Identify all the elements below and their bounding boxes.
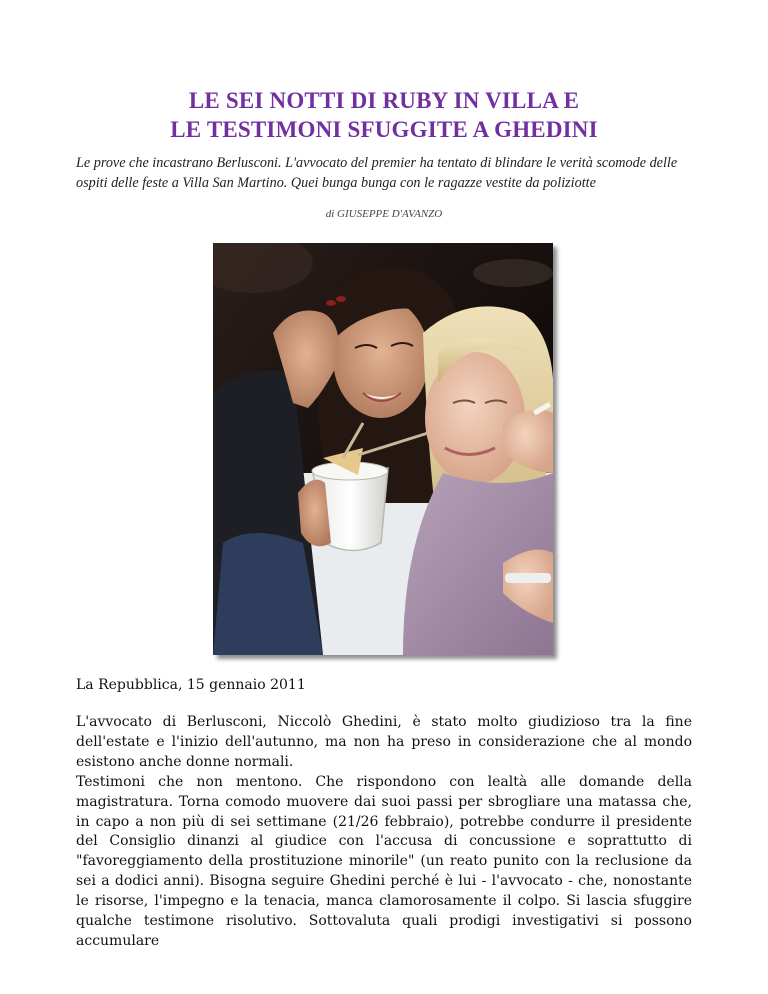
paragraph: Testimoni che non mentono. Che rispondono con lealtà alle domande della magistratura. Torna comodo muovere dai suoi passi per sbrogliare una matassa che, in capo a non più di sei settimane (21/26 febbraio), potrebbe condurre il presidente del Consiglio dinanzi al giudice con l'accusa di concussione e soprattutto di "favoreggiamento della prostituzione minorile" (un reato punito con la reclusione da sei a dodici anni). Bisogna seguire Ghedini perché è lui - l'avvocato - che, nonostante le risorse, l'impegno e la tenacia, manca clamorosamente il colpo. Si lascia sfuggire qualche testimone risolutivo. Sottovaluta quali prodigi investigativi si possono accumulare bbox=[76, 773, 692, 949]
article-source: La Repubblica, 15 gennaio 2011 bbox=[76, 677, 306, 693]
photo-illustration bbox=[213, 243, 553, 655]
paragraph: L'avvocato di Berlusconi, Niccolò Ghedini, è stato molto giudizioso tra la fine dell'estate e l'inizio dell'autunno, ma non ha preso in considerazione che al mondo esistono anche donne normali. bbox=[76, 714, 692, 770]
article-photo bbox=[213, 243, 553, 655]
article-title bbox=[60, 86, 708, 144]
byline: di GIUSEPPE D'AVANZO bbox=[325, 208, 443, 220]
title-line-2: LE TESTIMONI SFUGGITE A GHEDINI bbox=[170, 117, 598, 142]
article-subtitle: Le prove che incastrano Berlusconi. L'avvocato del premier ha tentato di blindare le verità scomode delle ospiti delle feste a Villa San Martino. Quei bunga bunga con le ragazze vestite da poliziotte bbox=[76, 155, 678, 191]
article-body bbox=[76, 713, 692, 952]
title-line-1: LE SEI NOTTI DI RUBY IN VILLA E bbox=[188, 88, 580, 113]
